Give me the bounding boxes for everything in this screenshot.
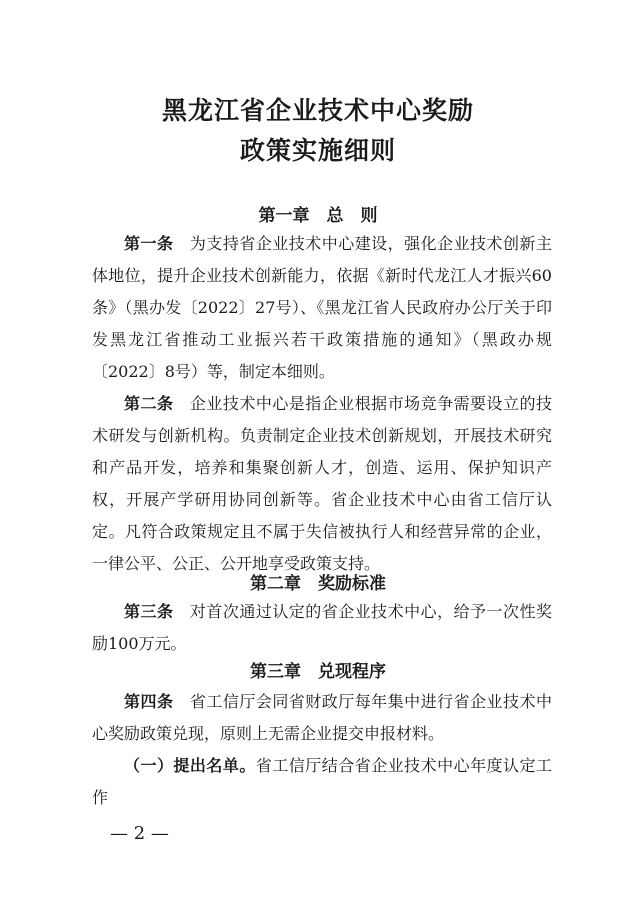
article-4-text: 省工信厅会同省财政厅每年集中进行省企业技术中心奖励政策兑现，原则上无需企业提交申报材料。 [92,692,552,743]
article-3-label: 第三条 [124,602,174,621]
document-title-line-1: 黑龙江省企业技术中心奖励 [161,96,474,125]
item-1-text: 省工信厅结合省企业技术中心年度认定工作 [92,756,552,807]
article-4 [92,686,552,750]
chapter-3-heading: 第三章 兑现程序 [250,662,386,682]
article-2-text: 企业技术中心是指企业根据市场竞争需要设立的技术研发与创新机构。负责制定企业技术创新规划，开展技术研究和产品开发，培养和集聚创新人才，创造、运用、保护知识产权，开展产学研用协同创新等。省企业技术中心由省工信厅认定。凡符合政策规定且不属于失信被执行人和经营异常的企业，一律公平、公正、公开地享受政策支持。 [92,394,552,573]
article-1 [92,228,552,388]
chapter-1-heading: 第一章 总 则 [258,206,378,226]
page-number: — 2 — [110,823,169,844]
article-1-label: 第一条 [124,234,174,253]
document-title-line-2: 政策实施细则 [239,136,396,165]
article-3-text: 对首次通过认定的省企业技术中心，给予一次性奖励100万元。 [92,602,552,653]
article-3 [92,596,552,660]
article-2 [92,388,552,580]
article-2-label: 第二条 [124,394,174,413]
item-1-label: （一）提出名单。 [124,756,256,775]
item-1 [92,750,552,814]
article-4-label: 第四条 [124,692,174,711]
article-1-text: 为支持省企业技术中心建设，强化企业技术创新主体地位，提升企业技术创新能力，依据《新时代龙江人才振兴60条》（黑办发〔2022〕27号）、《黑龙江省人民政府办公厅关于印发黑龙江省推动工业振兴若干政策措施的通知》（黑政办规〔2022〕8号）等，制定本细则。 [92,234,552,381]
chapter-2-heading: 第二章 奖励标准 [250,574,386,594]
